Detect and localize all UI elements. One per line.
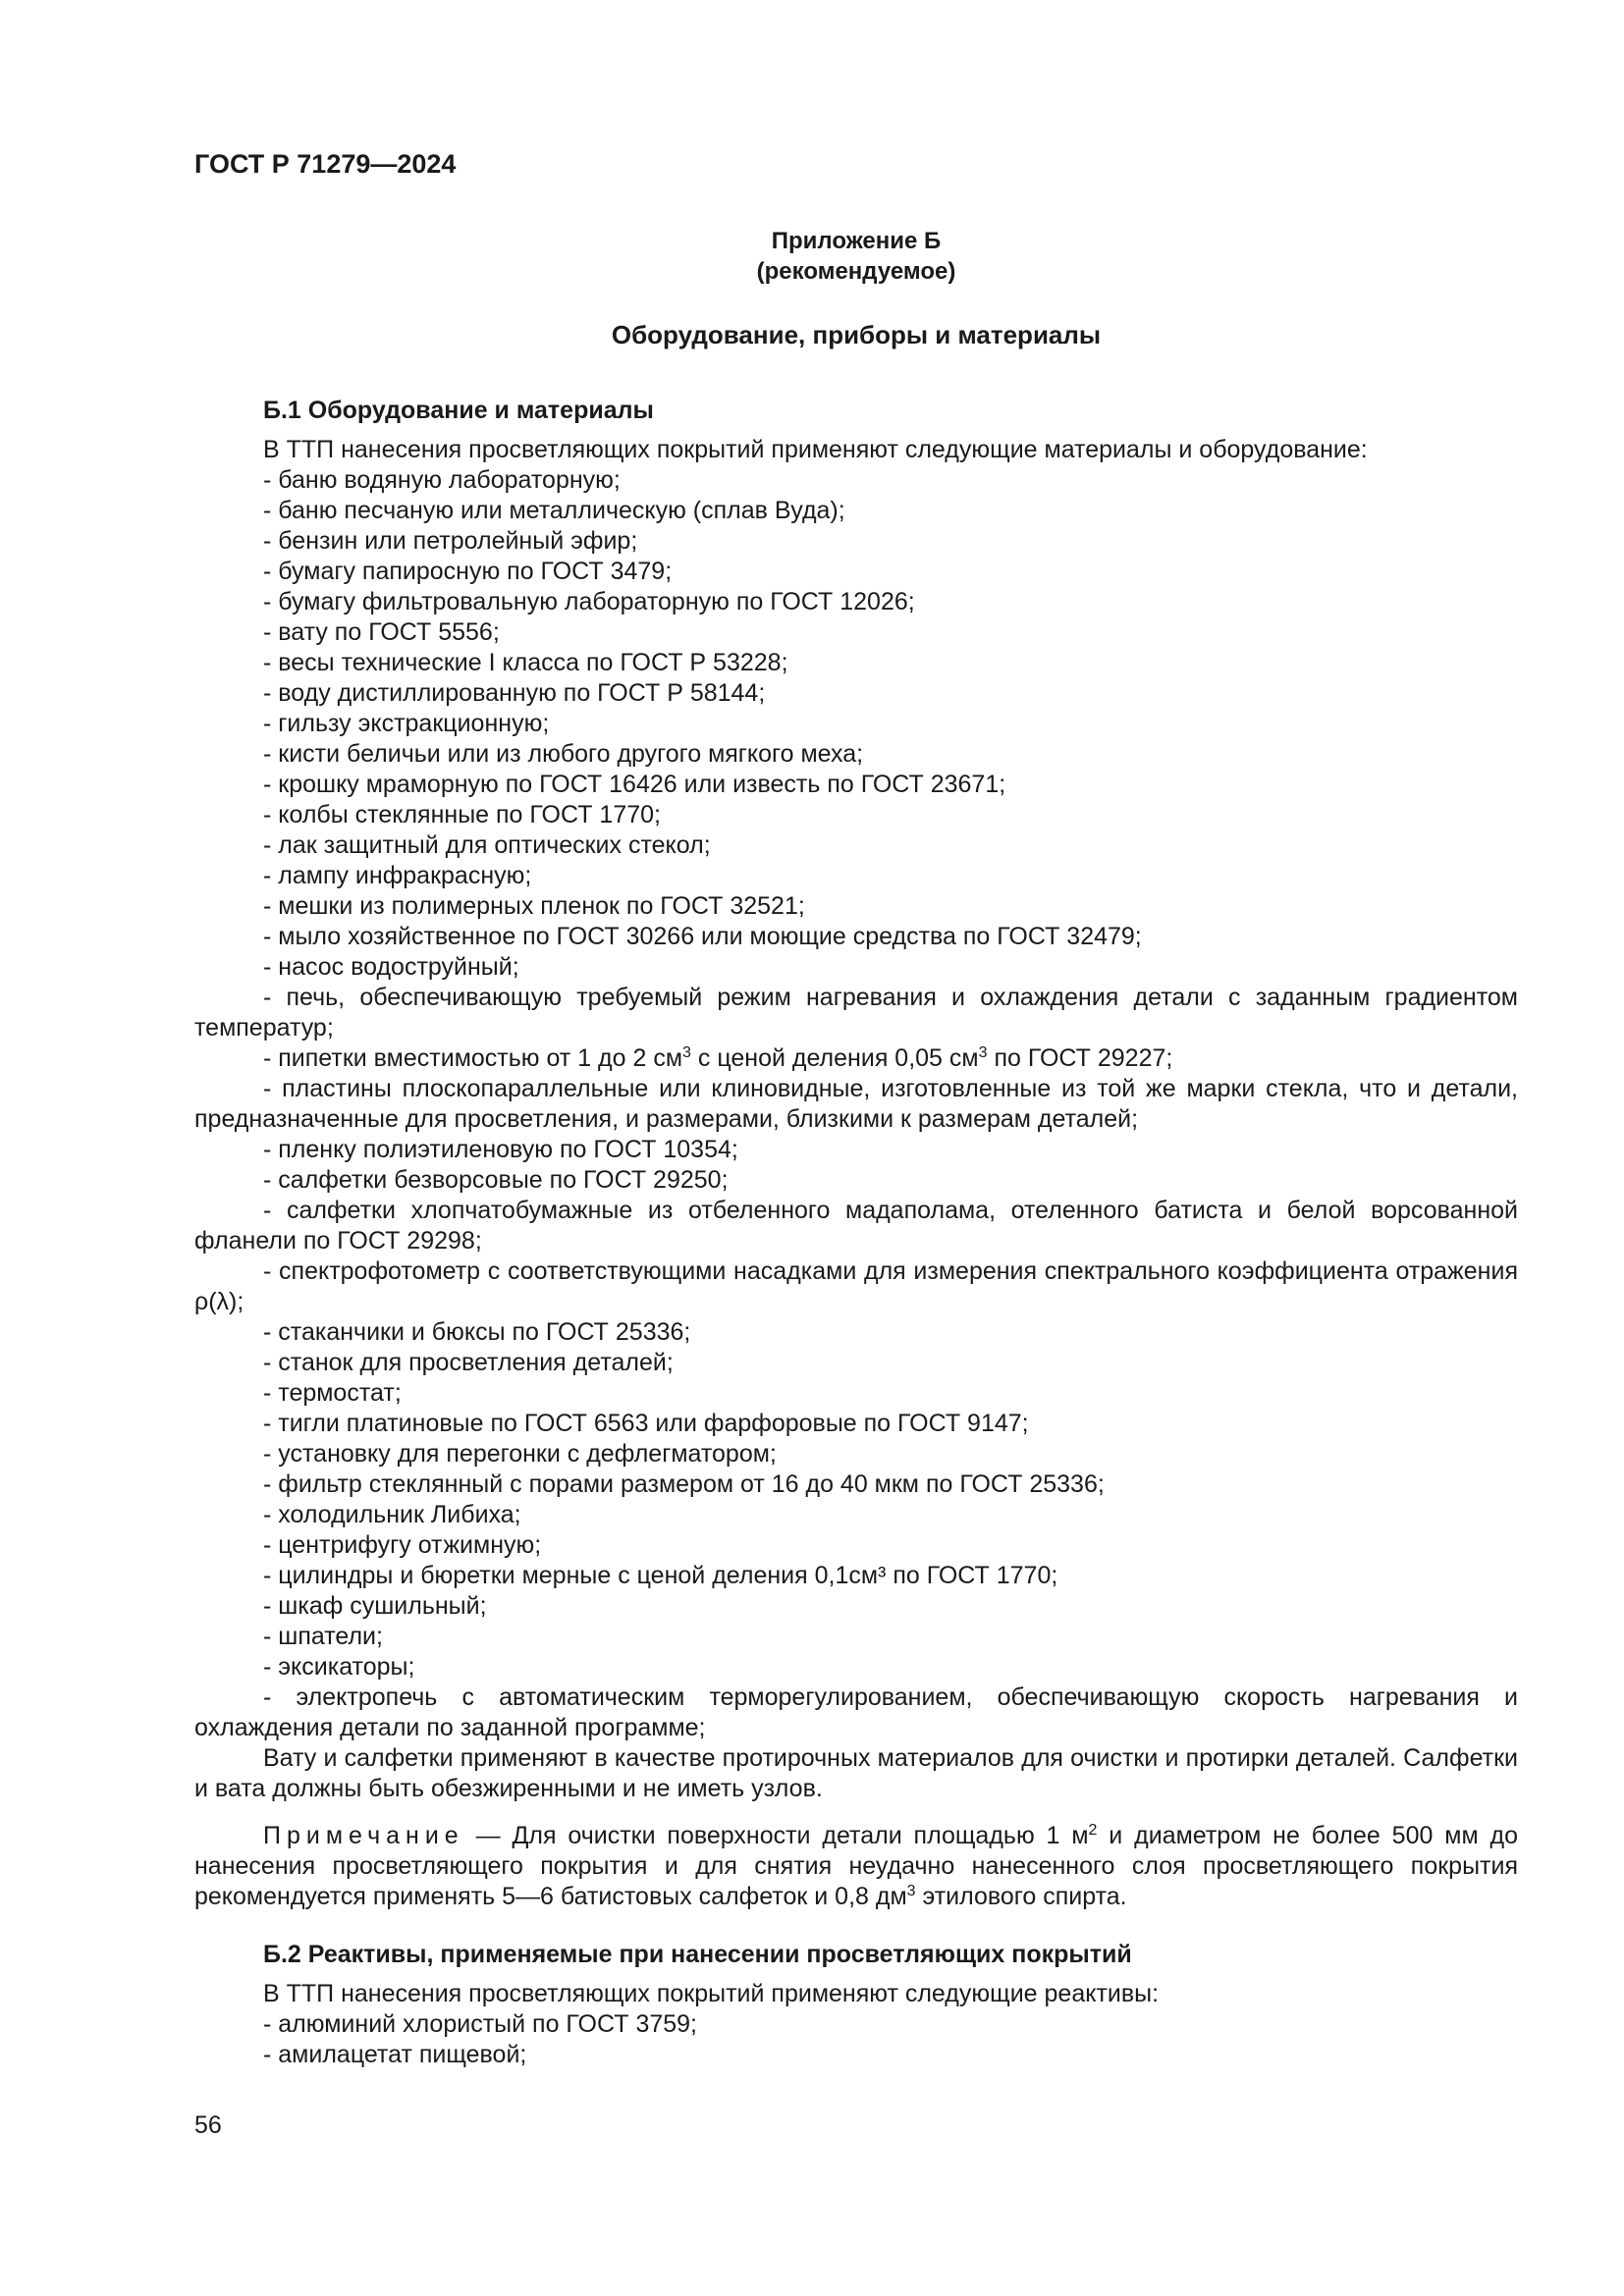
- list-item: - центрифугу отжимную;: [263, 1531, 542, 1559]
- list-item: - воду дистиллированную по ГОСТ Р 58144;: [263, 679, 766, 707]
- list-item: - амилацетат пищевой;: [263, 2041, 527, 2068]
- list-item: - тигли платиновые по ГОСТ 6563 или фарфоровые по ГОСТ 9147;: [263, 1410, 1029, 1437]
- annex-title: Приложение Б: [771, 228, 942, 254]
- section-b1-closing: Вату и салфетки применяют в качестве протирочных материалов для очистки и протирки деталей. Салфетки и вата должны быть обезжиренными и не иметь узлов.: [194, 1744, 1518, 1802]
- list-item: - цилиндры и бюретки мерные с ценой деления 0,1см³ по ГОСТ 1770;: [263, 1562, 1058, 1589]
- list-item: - алюминий хлористый по ГОСТ 3759;: [263, 2010, 698, 2038]
- list-item: - весы технические I класса по ГОСТ Р 53228;: [263, 649, 788, 676]
- list-item: - гильзу экстракционную;: [263, 710, 550, 737]
- list-item: - установку для перегонки с дефлегматором;: [263, 1440, 777, 1468]
- note: Примечание — Для очистки поверхности детали площадью 1 $м^2$ и диаметром не более 500 мм до нанесения просветляющего покрытия и для снятия неудачно нанесенного слоя просветляющего покрытия рекомендуется применять 5—6 батистовых салфеток и 0,8 $дм^3$ этилового спирта.: [194, 1822, 1519, 1910]
- list-item: - баню водяную лабораторную;: [263, 466, 621, 494]
- list-item: - эксикаторы;: [263, 1653, 415, 1681]
- annex-heading: Оборудование, приборы и материалы: [611, 320, 1102, 349]
- list-item: - электропечь с автоматическим терморегулированием, обеспечивающую скорость нагревания и охлаждения детали по заданной программе;: [194, 1683, 1518, 1741]
- list-item: - мешки из полимерных пленок по ГОСТ 32521;: [263, 892, 805, 920]
- section-b2-intro: В ТТП нанесения просветляющих покрытий применяют следующие реактивы:: [263, 1980, 1160, 2007]
- list-item: - станок для просветления деталей;: [263, 1349, 674, 1376]
- list-item: - стаканчики и бюксы по ГОСТ 25336;: [263, 1318, 691, 1346]
- list-item: - лампу инфракрасную;: [263, 862, 532, 889]
- section-b1-intro: В ТТП нанесения просветляющих покрытий применяют следующие материалы и оборудование:: [263, 436, 1368, 463]
- list-item: - пластины плоскопараллельные или клиновидные, изготовленные из той же марки стекла, что и детали, предназначенные для просветления, и размерами, близкими к размерам деталей;: [194, 1075, 1518, 1133]
- list-item: - салфетки хлопчатобумажные из отбеленного мадаполама, отеленного батиста и белой ворсованной фланели по ГОСТ 29298;: [194, 1197, 1518, 1255]
- list-item: - термостат;: [263, 1379, 402, 1407]
- list-item: - вату по ГОСТ 5556;: [263, 618, 500, 646]
- note-label: Примечание: [263, 1822, 464, 1849]
- list-item: - бумагу папиросную по ГОСТ 3479;: [263, 558, 673, 585]
- list-item: - лак защитный для оптических стекол;: [263, 831, 711, 859]
- list-item: - баню песчаную или металлическую (сплав Вуда);: [263, 497, 845, 524]
- list-item: - фильтр стеклянный с порами размером от 16 до 40 мкм по ГОСТ 25336;: [263, 1470, 1105, 1498]
- document-body: [194, 396, 1518, 2070]
- list-item: - бумагу фильтровальную лабораторную по ГОСТ 12026;: [263, 588, 915, 615]
- list-item: - пленку полиэтиленовую по ГОСТ 10354;: [263, 1136, 738, 1163]
- list-item: - мыло хозяйственное по ГОСТ 30266 или моющие средства по ГОСТ 32479;: [263, 923, 1142, 950]
- page-number: 56: [194, 2111, 222, 2139]
- list-item-pipettes: - пипетки вместимостью от 1 до 2 $см^3$ с ценой деления 0,05 $см^3$ по ГОСТ 29227;: [263, 1044, 1173, 1072]
- list-item: - холодильник Либиха;: [263, 1501, 521, 1528]
- list-item: - бензин или петролейный эфир;: [263, 527, 638, 555]
- list-item: - спектрофотометр с соответствующими насадками для измерения спектрального коэффициента отражения ρ(λ);: [194, 1257, 1518, 1315]
- list-item: - крошку мраморную по ГОСТ 16426 или известь по ГОСТ 23671;: [263, 771, 1006, 798]
- list-item: - салфетки безворсовые по ГОСТ 29250;: [263, 1166, 729, 1194]
- list-item: - кисти беличьи или из любого другого мягкого меха;: [263, 740, 864, 768]
- annex-status: (рекомендуемое): [756, 258, 956, 285]
- section-b1-heading: Б.1 Оборудование и материалы: [263, 397, 654, 424]
- section-b2-heading: Б.2 Реактивы, применяемые при нанесении просветляющих покрытий: [263, 1941, 1132, 1968]
- list-item: - печь, обеспечивающую требуемый режим нагревания и охлаждения детали с заданным градиентом температур;: [194, 984, 1518, 1041]
- list-item: - шпатели;: [263, 1623, 383, 1650]
- list-item: - насос водоструйный;: [263, 953, 519, 981]
- annex-title-block: [194, 226, 1518, 287]
- list-item: - колбы стеклянные по ГОСТ 1770;: [263, 801, 661, 828]
- document-code: ГОСТ Р 71279—2024: [194, 149, 457, 179]
- list-item: - шкаф сушильный;: [263, 1592, 487, 1620]
